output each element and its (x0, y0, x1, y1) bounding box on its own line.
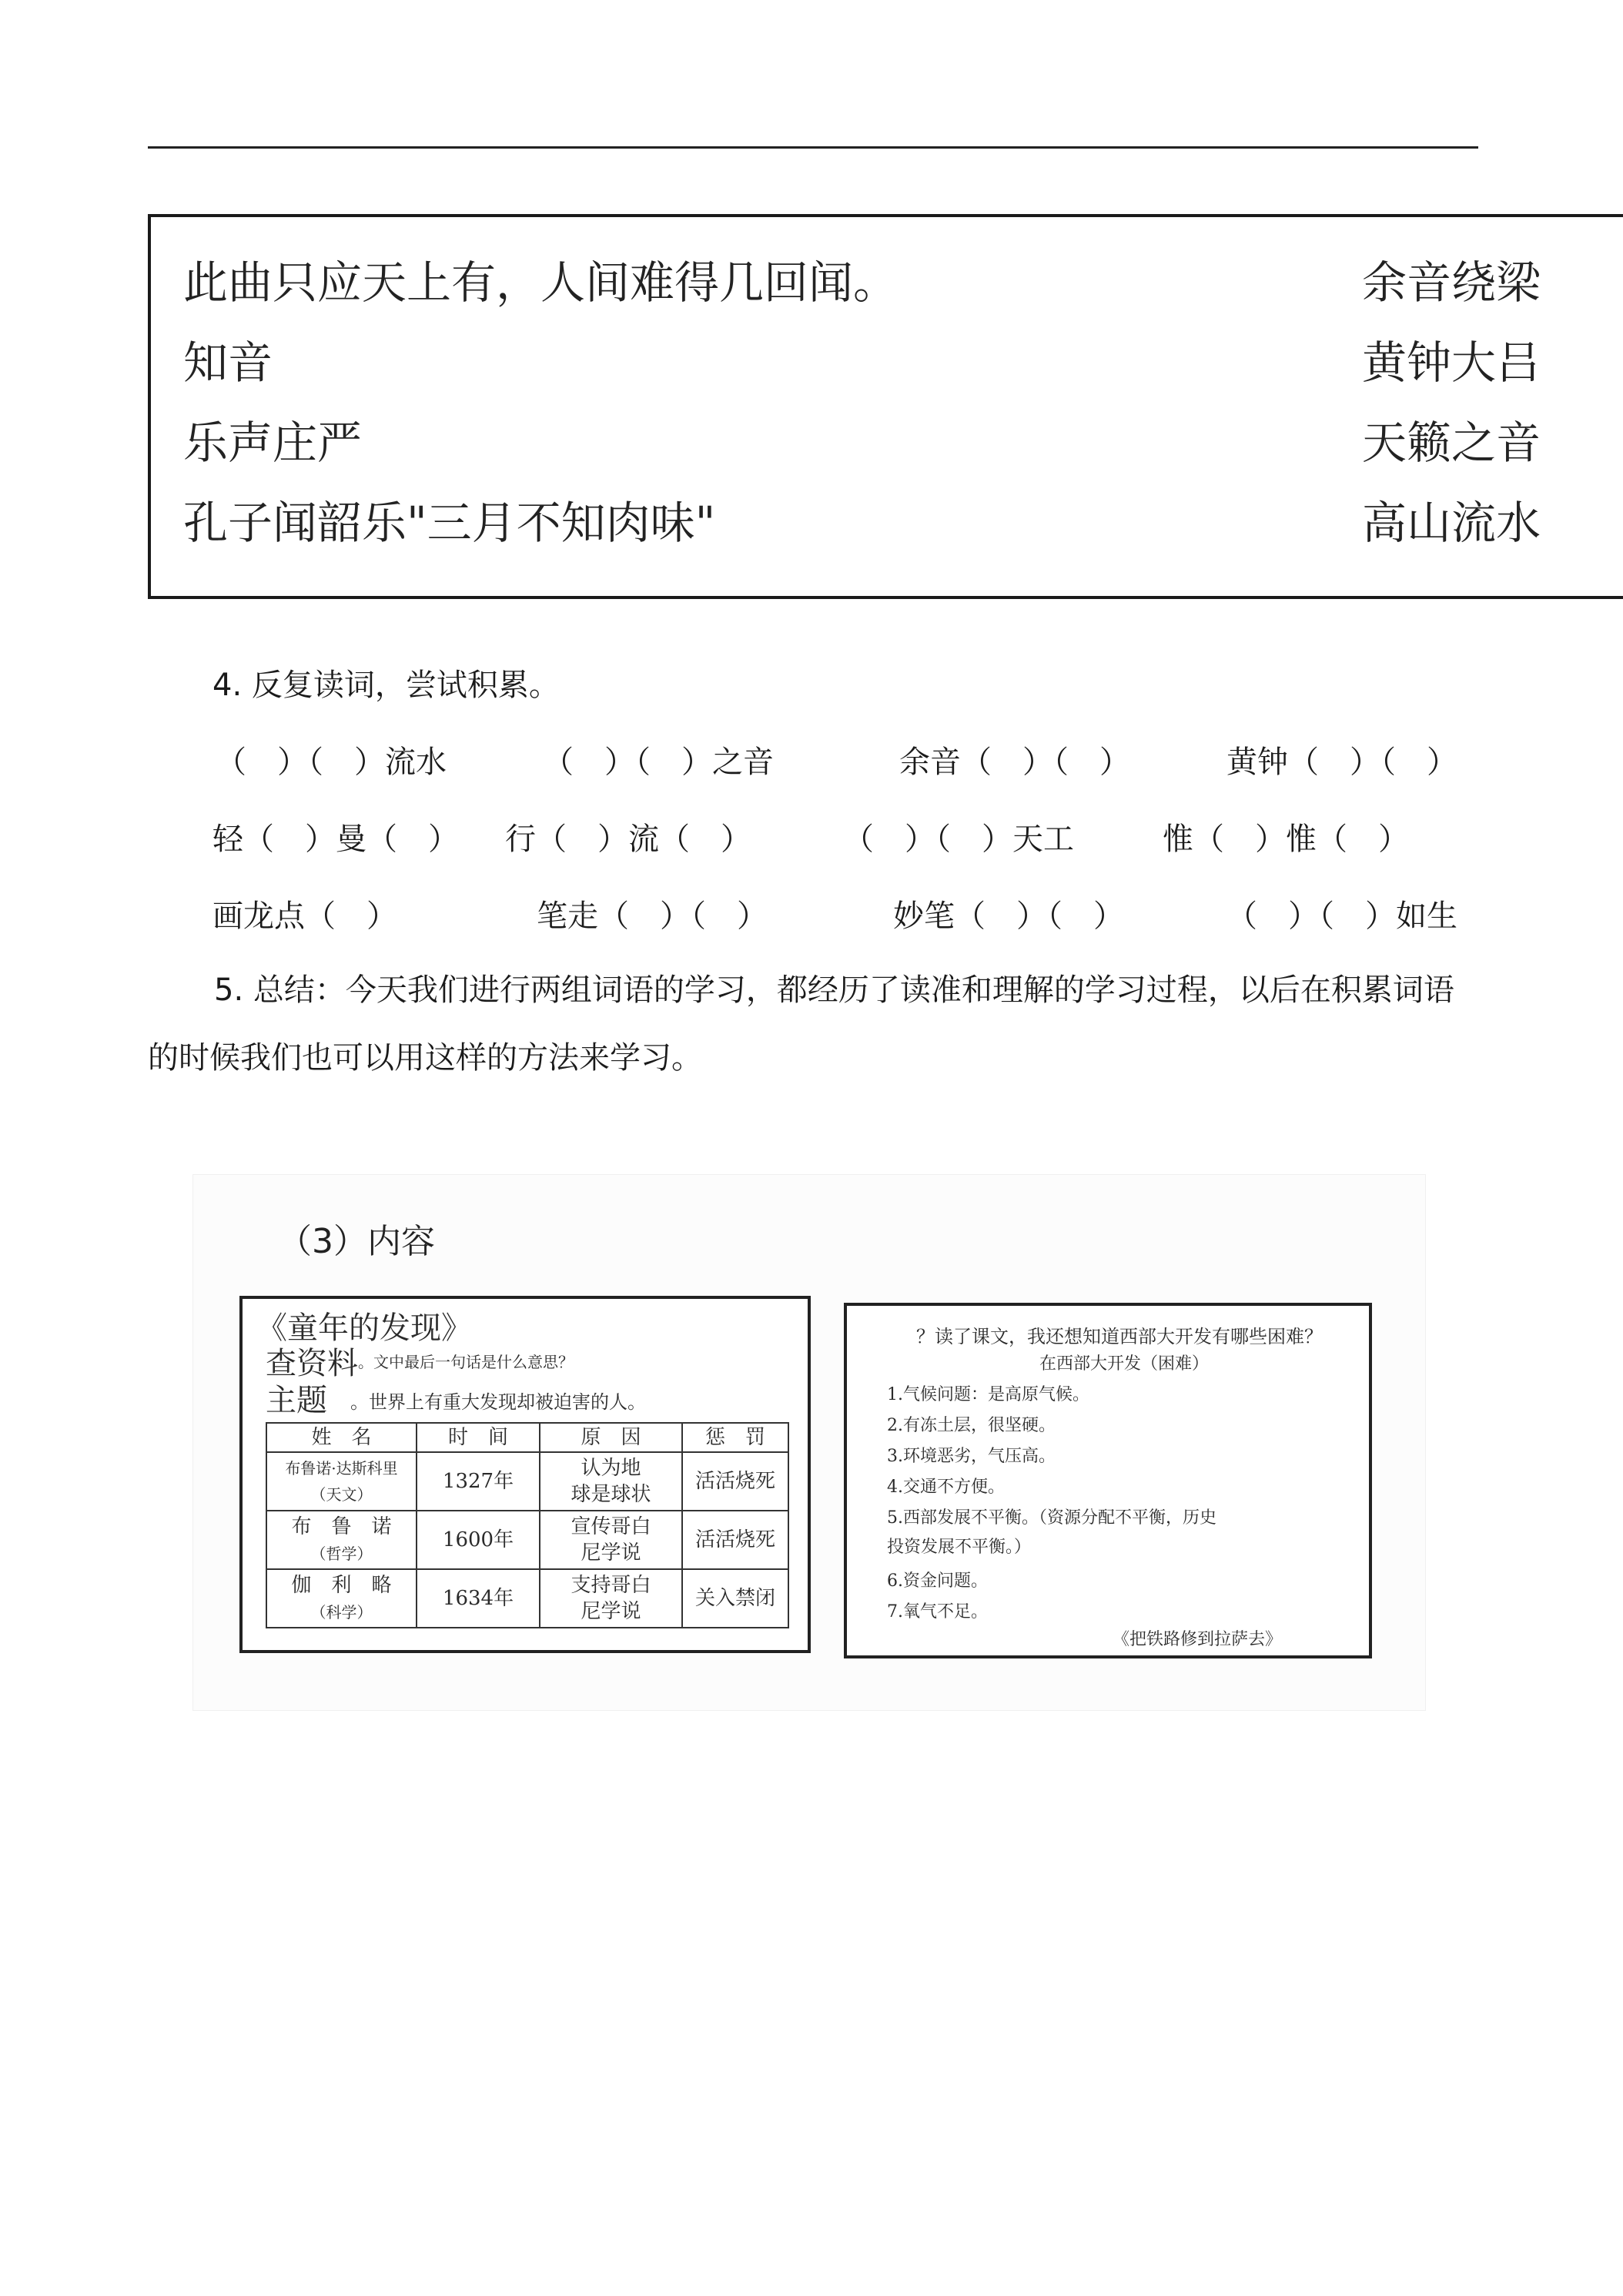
left-card-title: 《童年的发现》 (256, 1310, 472, 1346)
table-cell-penalty: 关入禁闭 (682, 1569, 788, 1628)
q5-text: 5. 总结：今天我们进行两组词语的学习，都经历了读准和理解的学习过程，以后在积累词语的时候我们也可以用这样的方法来学习。 (148, 972, 1454, 1076)
phrase-right-3: 天籁之音 (1362, 417, 1541, 469)
figure-caption: （3）内容 (278, 1222, 435, 1261)
right-handwritten-card (844, 1303, 1372, 1658)
q4-r1-c1: （ ）（ ）流水 (216, 745, 447, 780)
table-header: 时 间 (417, 1423, 540, 1452)
q4-r2-c2: 行（ ）流（ ） (505, 822, 751, 857)
q4-title: 4. 反复读词，尝试积累。 (212, 668, 560, 703)
q4-r2-c1: 轻（ ）曼（ ） (212, 822, 459, 857)
table-cell-time: 1634年 (417, 1569, 540, 1628)
table-cell-penalty: 活活烧死 (682, 1511, 788, 1569)
phrase-left-2: 知音 (183, 336, 273, 389)
table-header: 原 因 (540, 1423, 682, 1452)
table-cell-name: 伽 利 略 （科学） (266, 1569, 417, 1628)
table-cell-reason: 宣传哥白 尼学说 (540, 1511, 682, 1569)
q4-r1-c2: （ ）（ ）之音 (543, 745, 774, 780)
table-header-row (266, 1423, 788, 1452)
phrase-left-3: 乐声庄严 (183, 417, 363, 469)
q4-r2-c4: 惟（ ）惟（ ） (1163, 822, 1409, 857)
phrase-left-4: 孔子闻韶乐"三月不知肉味" (183, 497, 716, 549)
table-header: 姓 名 (266, 1423, 417, 1452)
table-header: 惩 罚 (682, 1423, 788, 1452)
table-row (266, 1511, 788, 1569)
table-cell-penalty: 活活烧死 (682, 1452, 788, 1511)
phrase-right-2: 黄钟大吕 (1362, 336, 1541, 389)
header-rule (148, 146, 1478, 149)
content-figure (192, 1174, 1426, 1711)
q4-r3-c1: 画龙点（ ） (212, 899, 397, 934)
phrase-right-4: 高山流水 (1362, 497, 1541, 549)
right-card-item: 1.气候问题：是高原气候。 (887, 1385, 1089, 1404)
table-cell-reason: 支持哥白 尼学说 (540, 1569, 682, 1628)
q4-r1-c3: 余音（ ）（ ） (899, 745, 1130, 780)
left-card-label-2: 主题 (266, 1383, 327, 1418)
q4-r3-c4: （ ）（ ）如生 (1226, 899, 1457, 934)
phrase-left-1: 此曲只应天上有，人间难得几回闻。 (183, 256, 899, 309)
phrase-right-1: 余音绕梁 (1362, 256, 1541, 309)
q5-paragraph (148, 956, 1480, 1092)
right-card-item: 4.交通不方便。 (887, 1478, 1005, 1497)
right-card-item: 7.氧气不足。 (887, 1602, 988, 1622)
left-card-table (266, 1422, 789, 1628)
table-cell-time: 1327年 (417, 1452, 540, 1511)
right-card-source: 《把铁路修到拉萨去》 (1113, 1630, 1283, 1649)
left-card-note-2: 。世界上有重大发现却被迫害的人。 (350, 1391, 646, 1413)
left-handwritten-card (239, 1296, 811, 1653)
table-row (266, 1569, 788, 1628)
table-cell-time: 1600年 (417, 1511, 540, 1569)
q4-r1-c4: 黄钟（ ）（ ） (1226, 745, 1457, 780)
right-card-item: 6.资金问题。 (887, 1571, 988, 1591)
table-row (266, 1452, 788, 1511)
phrase-box (148, 214, 1623, 599)
q4-r3-c3: 妙笔（ ）（ ） (893, 899, 1124, 934)
right-card-question: ？读了课文，我还想知道西部大开发有哪些困难？ (916, 1326, 1323, 1347)
left-card-label-1: 查资料 (266, 1346, 358, 1381)
left-card-note-1: 。文中最后一句话是什么意思？ (358, 1353, 574, 1371)
right-card-subtitle: 在西部大开发（困难） (1039, 1354, 1210, 1374)
right-card-item: 投资发展不平衡。） (887, 1538, 1032, 1557)
q4-r2-c3: （ ）（ ）天工 (843, 822, 1074, 857)
right-card-item: 3.环境恶劣，气压高。 (887, 1447, 1056, 1466)
table-cell-reason: 认为地 球是球状 (540, 1452, 682, 1511)
table-cell-name: 布鲁诺·达斯科里 （天文） (266, 1452, 417, 1511)
right-card-item: 5.西部发展不平衡。（资源分配不平衡，历史 (887, 1508, 1216, 1528)
q4-r3-c2: 笔走（ ）（ ） (537, 899, 768, 934)
right-card-item: 2.有冻土层，很坚硬。 (887, 1416, 1056, 1435)
table-cell-name: 布 鲁 诺 （哲学） (266, 1511, 417, 1569)
